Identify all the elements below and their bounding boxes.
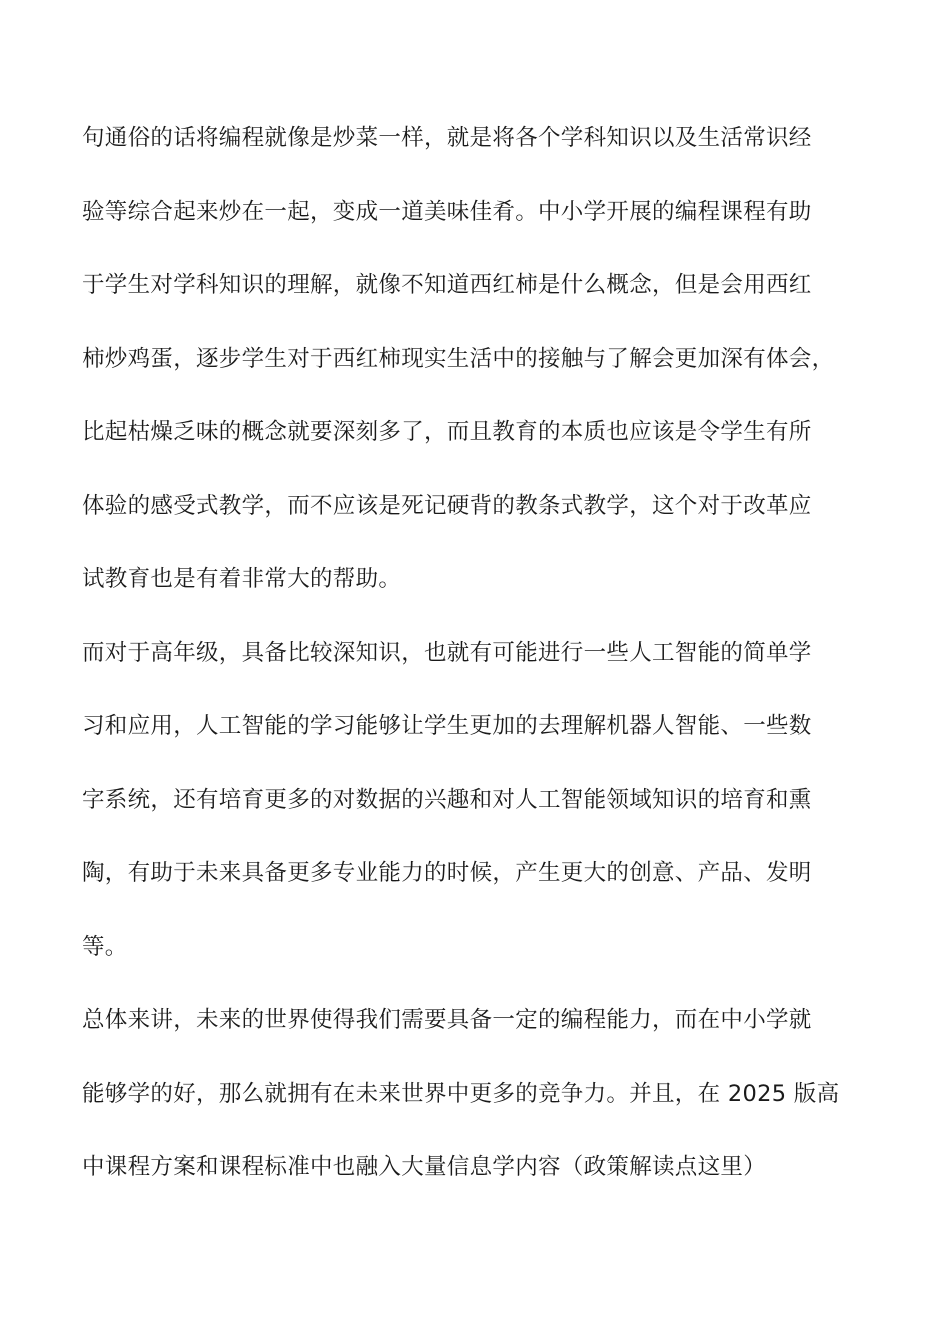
text-line: 而对于高年级，具备比较深知识，也就有可能进行一些人工智能的简单学 (82, 639, 812, 666)
text-line: 体验的感受式教学，而不应该是死记硬背的教条式教学，这个对于改革应 (82, 492, 812, 519)
paragraph-3 (82, 996, 872, 1217)
text-line: 中课程方案和课程标准中也融入大量信息学内容（政策解读点这里） (82, 1154, 767, 1180)
text-line: 句通俗的话将编程就像是炒菜一样，就是将各个学科知识以及生活常识经 (82, 125, 812, 151)
text-line: 能够学的好，那么就拥有在未来世界中更多的竞争力。并且，在 2025 版高 (82, 1080, 840, 1107)
text-line: 习和应用，人工智能的学习能够让学生更加的去理解机器人智能、一些数 (82, 713, 812, 739)
text-line: 柿炒鸡蛋，逐步学生对于西红柿现实生活中的接触与了解会更加深有体会， (82, 345, 835, 372)
paragraph-1 (82, 114, 872, 629)
text-line: 比起枯燥乏味的概念就要深刻多了，而且教育的本质也应该是令学生有所 (82, 419, 812, 445)
text-line: 总体来讲，未来的世界使得我们需要具备一定的编程能力，而在中小学就 (82, 1007, 812, 1033)
document-body (82, 114, 872, 1217)
paragraph-2 (82, 629, 872, 997)
text-line: 字系统，还有培育更多的对数据的兴趣和对人工智能领域知识的培育和熏 (82, 786, 812, 813)
text-line: 试教育也是有着非常大的帮助。 (82, 566, 402, 592)
text-line: 陶，有助于未来具备更多专业能力的时候，产生更大的创意、产品、发明 (82, 860, 812, 886)
text-line: 等。 (82, 933, 128, 960)
text-line: 验等综合起来炒在一起，变成一道美味佳肴。中小学开展的编程课程有助 (82, 198, 812, 225)
text-line: 于学生对学科知识的理解，就像不知道西红柿是什么概念，但是会用西红 (82, 272, 812, 298)
